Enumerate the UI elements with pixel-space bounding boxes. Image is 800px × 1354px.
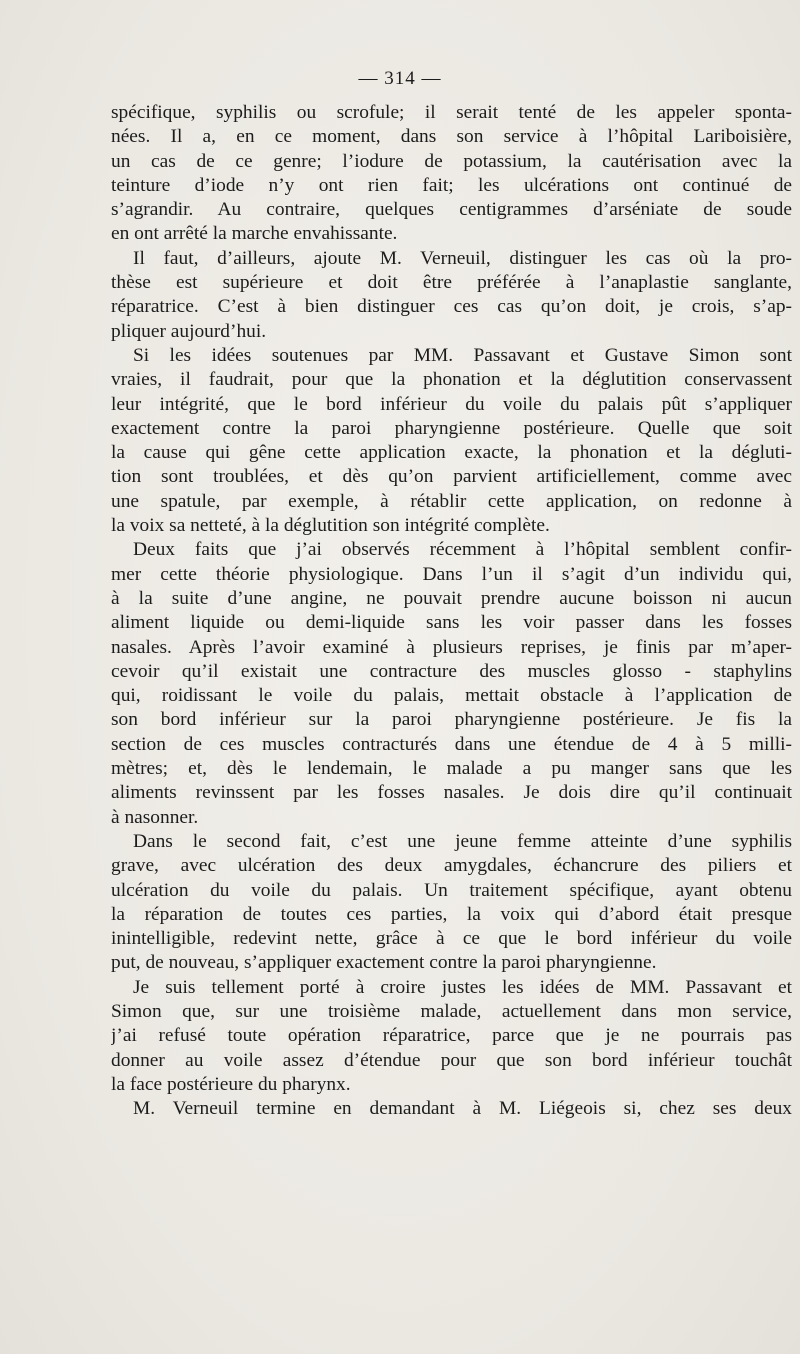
text-line: ulcération du voile du palais. Un traitement spécifique, ayant obtenu xyxy=(111,879,792,901)
text-line: tion sont troublées, et dès qu’on parvient artificiellement, comme avec xyxy=(111,466,792,488)
text-line: Deux faits que j’ai observés récemment à l’hôpital semblent confir- xyxy=(133,539,792,561)
text-line: qui, roidissant le voile du palais, mettait obstacle à l’application de xyxy=(111,685,792,707)
text-line: cevoir qu’il existait une contracture des muscles glosso - staphylins xyxy=(111,660,792,682)
text-line: j’ai refusé toute opération réparatrice, parce que je ne pourrais pas xyxy=(111,1025,792,1047)
text-line: inintelligible, redevint nette, grâce à ce que le bord inférieur du voile xyxy=(111,928,792,950)
text-line: section de ces muscles contracturés dans une étendue de 4 à 5 milli- xyxy=(111,733,792,755)
text-line: aliment liquide ou demi-liquide sans les voir passer dans les fosses xyxy=(111,612,792,634)
text-line: mètres; et, dès le lendemain, le malade a pu manger sans que les xyxy=(111,758,792,780)
text-line: s’agrandir. Au contraire, quelques centigrammes d’arséniate de soude xyxy=(111,199,792,221)
text-line: Il faut, d’ailleurs, ajoute M. Verneuil, distinguer les cas où la pro- xyxy=(133,247,792,269)
text-line: donner au voile assez d’étendue pour que son bord inférieur touchât xyxy=(111,1049,792,1071)
text-line: à la suite d’une angine, ne pouvait prendre aucune boisson ni aucun xyxy=(111,587,792,609)
text-line: nées. Il a, en ce moment, dans son service à l’hôpital Lariboisière, xyxy=(111,126,792,148)
text-line: vraies, il faudrait, pour que la phonation et la déglutition conservassent xyxy=(111,369,792,391)
text-line: Je suis tellement porté à croire justes les idées de MM. Passavant et xyxy=(133,976,792,998)
page-number: — 314 — xyxy=(358,68,442,89)
text-line: Si les idées soutenues par MM. Passavant et Gustave Simon sont xyxy=(133,344,792,366)
text-line: la voix sa netteté, à la déglutition son intégrité complète. xyxy=(111,515,550,537)
text-line: exactement contre la paroi pharyngienne postérieure. Quelle que soit xyxy=(111,417,792,439)
text-line: Dans le second fait, c’est une jeune femme atteinte d’une syphilis xyxy=(133,830,792,852)
body-text xyxy=(111,101,792,1121)
text-line: une spatule, par exemple, à rétablir cette application, on redonne à xyxy=(111,490,792,512)
text-line: pliquer aujourd’hui. xyxy=(111,320,267,342)
text-line: spécifique, syphilis ou scrofule; il serait tenté de les appeler sponta- xyxy=(111,102,792,123)
text-line: M. Verneuil termine en demandant à M. Liégeois si, chez ses deux xyxy=(133,1098,792,1120)
text-line: nasales. Après l’avoir examiné à plusieurs reprises, je finis par m’aper- xyxy=(111,636,792,658)
text-line: un cas de ce genre; l’iodure de potassium, la cautérisation avec la xyxy=(111,150,792,172)
text-line: aliments revinssent par les fosses nasales. Je dois dire qu’il continuait xyxy=(111,782,792,804)
text-line: son bord inférieur sur la paroi pharyngienne postérieure. Je fis la xyxy=(111,709,792,731)
text-line: la face postérieure du pharynx. xyxy=(111,1073,351,1095)
text-line: leur intégrité, que le bord inférieur du voile du palais pût s’appliquer xyxy=(111,393,792,415)
text-line: put, de nouveau, s’appliquer exactement contre la paroi pharyngienne. xyxy=(111,952,657,974)
text-line: en ont arrêté la marche envahissante. xyxy=(111,223,398,245)
text-line: la réparation de toutes ces parties, la voix qui d’abord était presque xyxy=(111,903,792,925)
text-line: à nasonner. xyxy=(111,806,199,828)
text-line: la cause qui gêne cette application exacte, la phonation et la dégluti- xyxy=(111,442,792,464)
text-line: Simon que, sur une troisième malade, actuellement dans mon service, xyxy=(111,1000,792,1022)
text-line: grave, avec ulcération des deux amygdales, échancrure des piliers et xyxy=(111,855,792,877)
text-line: mer cette théorie physiologique. Dans l’un il s’agit d’un individu qui, xyxy=(111,563,792,585)
text-line: teinture d’iode n’y ont rien fait; les ulcérations ont continué de xyxy=(111,174,792,196)
text-line: réparatrice. C’est à bien distinguer ces cas qu’on doit, je crois, s’ap- xyxy=(111,296,792,318)
text-line: thèse est supérieure et doit être préférée à l’anaplastie sanglante, xyxy=(111,272,792,294)
